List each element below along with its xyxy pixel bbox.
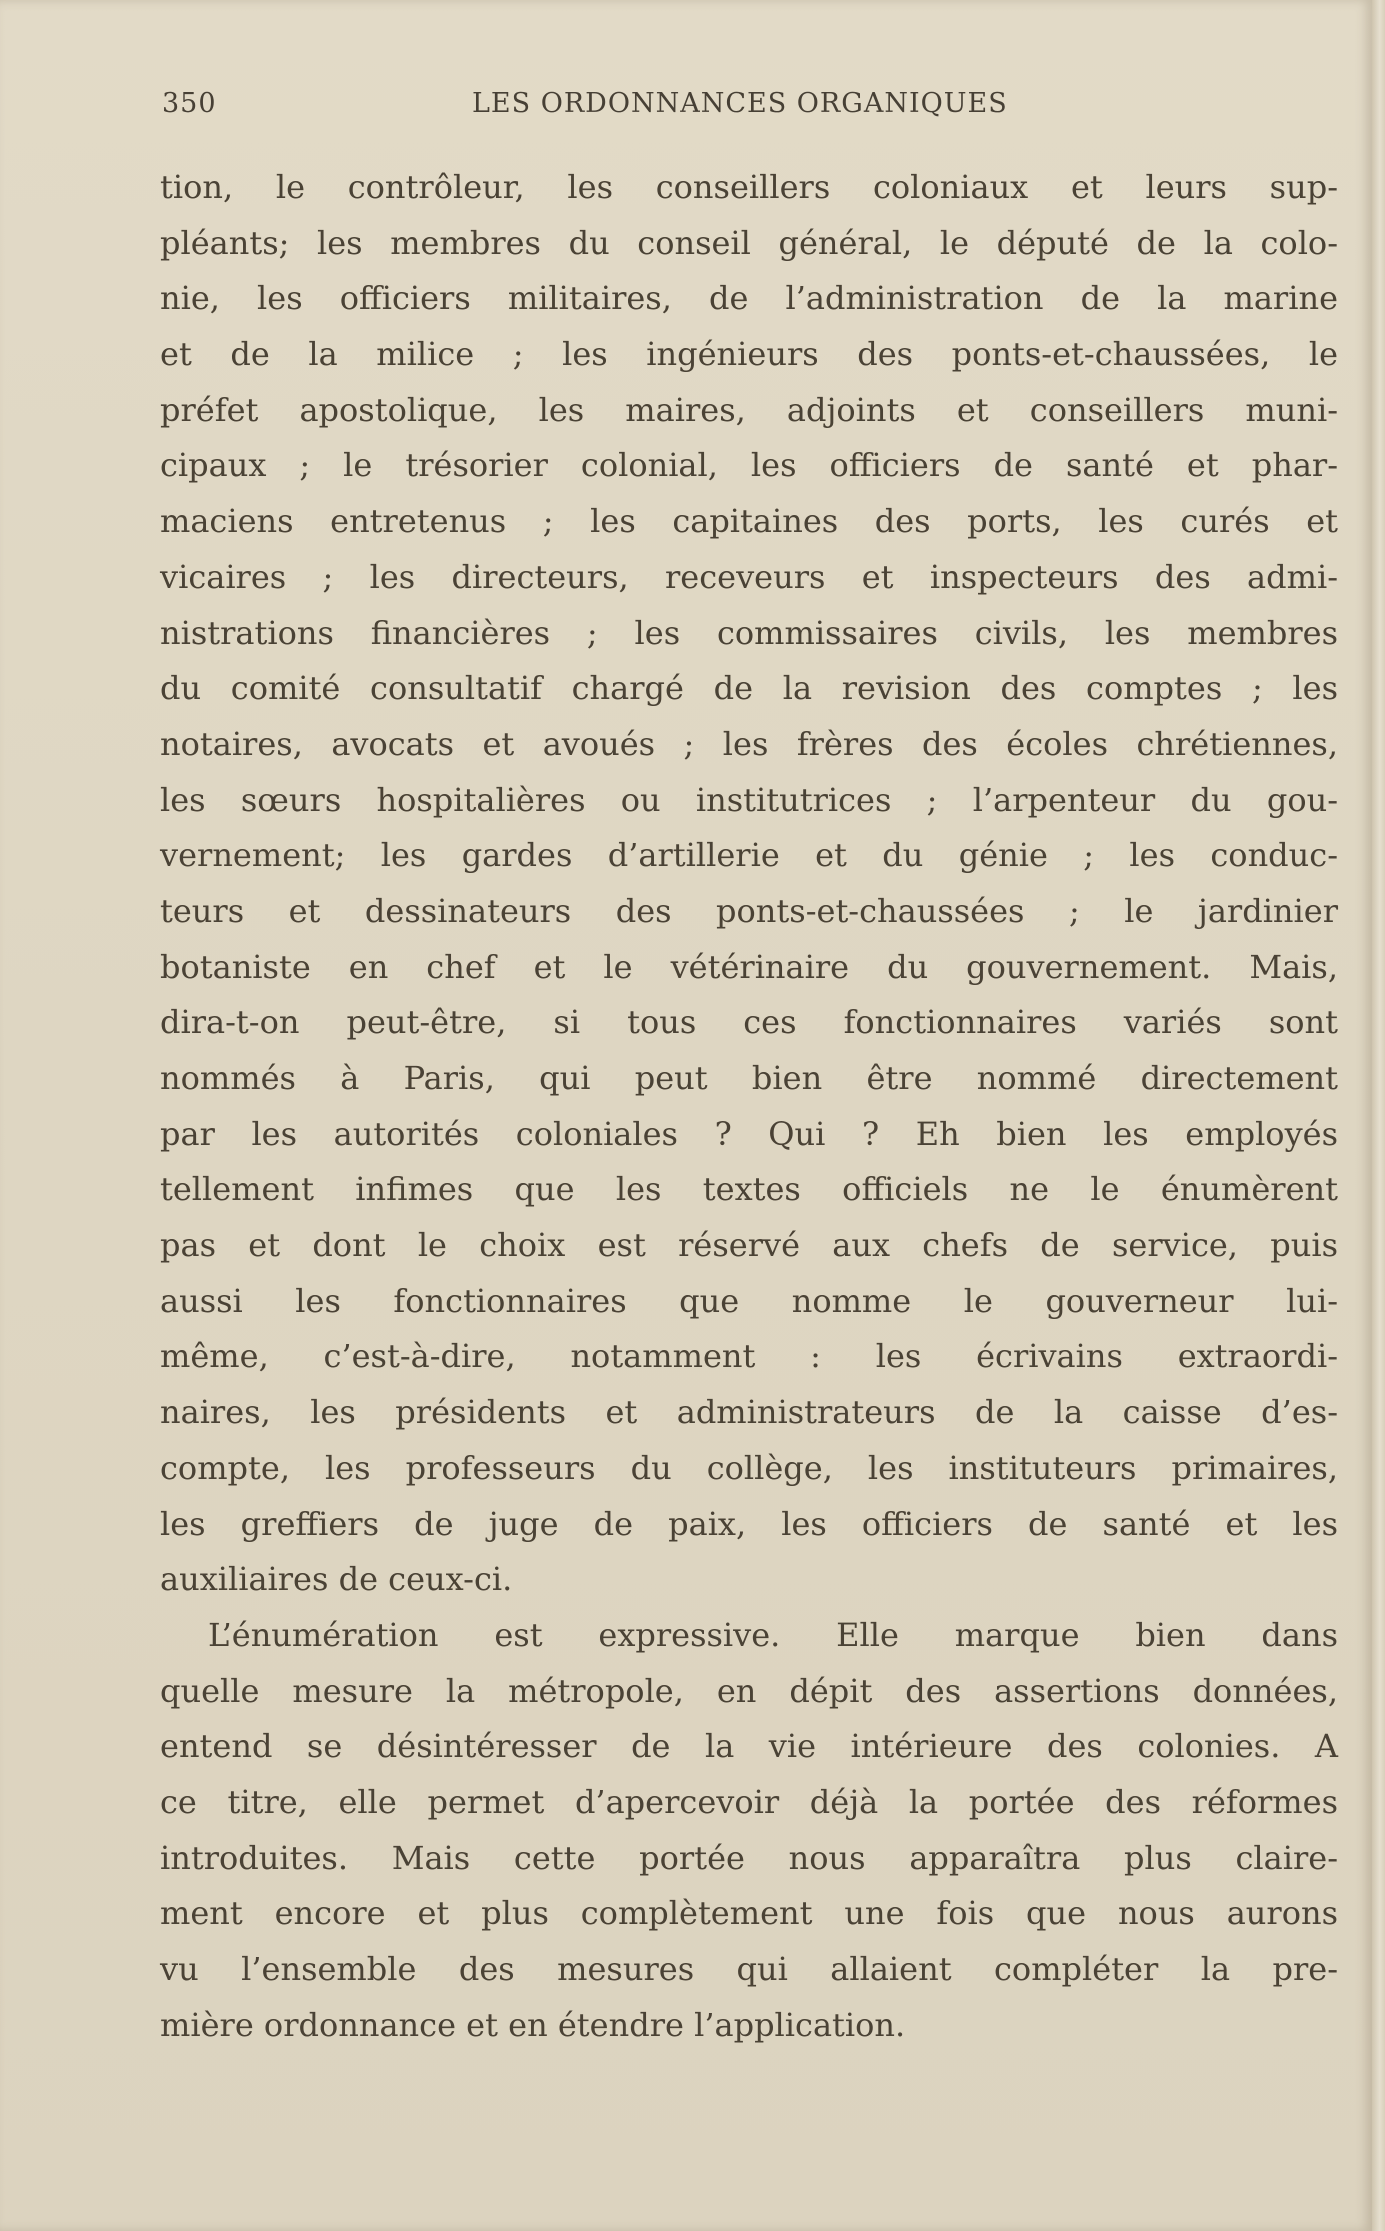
text-line: introduites. Mais cette portée nous apparaîtra plus claire- bbox=[160, 1838, 1338, 1877]
text-line: teurs et dessinateurs des ponts-et-chaussées ; le jardinier bbox=[160, 891, 1338, 930]
text-line: vernement; les gardes d’artillerie et du génie ; les conduc- bbox=[160, 836, 1338, 875]
paragraph-2 bbox=[160, 1608, 1338, 2054]
text-line: ce titre, elle permet d’apercevoir déjà la portée des réformes bbox=[160, 1782, 1338, 1821]
text-line: compte, les professeurs du collège, les instituteurs primaires, bbox=[160, 1448, 1338, 1487]
text-line: quelle mesure la métropole, en dépit des assertions données, bbox=[160, 1671, 1338, 1710]
page-number: 350 bbox=[162, 88, 217, 119]
text-line: aussi les fonctionnaires que nomme le gouverneur lui- bbox=[160, 1281, 1338, 1320]
text-line: ment encore et plus complètement une fois que nous aurons bbox=[160, 1894, 1338, 1933]
text-line: et de la milice ; les ingénieurs des ponts-et-chaussées, le bbox=[160, 335, 1338, 374]
text-line: cipaux ; le trésorier colonial, les officiers de santé et phar- bbox=[160, 446, 1338, 485]
text-line: vu l’ensemble des mesures qui allaient compléter la pre- bbox=[160, 1950, 1338, 1988]
paragraph-1 bbox=[160, 160, 1338, 1608]
text-line: même, c’est-à-dire, notamment : les écrivains extraordi- bbox=[160, 1337, 1338, 1376]
text-line: notaires, avocats et avoués ; les frères des écoles chrétiennes, bbox=[160, 724, 1338, 763]
page-header bbox=[162, 88, 1038, 124]
text-line: entend se désintéresser de la vie intérieure des colonies. A bbox=[160, 1727, 1338, 1766]
text-line: vicaires ; les directeurs, receveurs et inspecteurs des admi- bbox=[160, 557, 1338, 596]
text-line: les greffiers de juge de paix, les officiers de santé et les bbox=[160, 1504, 1338, 1543]
running-title: LES ORDONNANCES ORGANIQUES bbox=[472, 88, 1008, 119]
body-text bbox=[160, 160, 1338, 2053]
text-line: pléants; les membres du conseil général, le député de la colo- bbox=[160, 223, 1338, 262]
text-line: les sœurs hospitalières ou institutrices ; l’arpenteur du gou- bbox=[160, 780, 1338, 819]
text-line: par les autorités coloniales ? Qui ? Eh bien les employés bbox=[160, 1114, 1338, 1153]
text-line: maciens entretenus ; les capitaines des ports, les curés et bbox=[160, 502, 1338, 541]
text-line: mière ordonnance et en étendre l’application. bbox=[160, 2005, 906, 2044]
text-line: auxiliaires de ceux-ci. bbox=[160, 1560, 513, 1599]
text-line: nommés à Paris, qui peut bien être nommé directement bbox=[160, 1059, 1338, 1097]
text-line: dira-t-on peut-être, si tous ces fonctionnaires variés sont bbox=[160, 1003, 1338, 1042]
text-line: tellement infimes que les textes officiels ne le énumèrent bbox=[160, 1170, 1338, 1209]
page-edge bbox=[1372, 0, 1385, 2231]
text-line: nie, les officiers militaires, de l’administration de la marine bbox=[160, 279, 1338, 318]
text-line: botaniste en chef et le vétérinaire du gouvernement. Mais, bbox=[160, 947, 1338, 986]
text-line: préfet apostolique, les maires, adjoints et conseillers muni- bbox=[160, 390, 1338, 429]
text-line: tion, le contrôleur, les conseillers coloniaux et leurs sup- bbox=[160, 168, 1338, 206]
text-line: du comité consultatif chargé de la revision des comptes ; les bbox=[160, 669, 1338, 708]
text-line: L’énumération est expressive. Elle marque bien dans bbox=[208, 1615, 1338, 1654]
text-line: pas et dont le choix est réservé aux chefs de service, puis bbox=[160, 1226, 1338, 1265]
text-line: naires, les présidents et administrateurs de la caisse d’es- bbox=[160, 1393, 1338, 1432]
text-line: nistrations financières ; les commissaires civils, les membres bbox=[160, 613, 1338, 652]
